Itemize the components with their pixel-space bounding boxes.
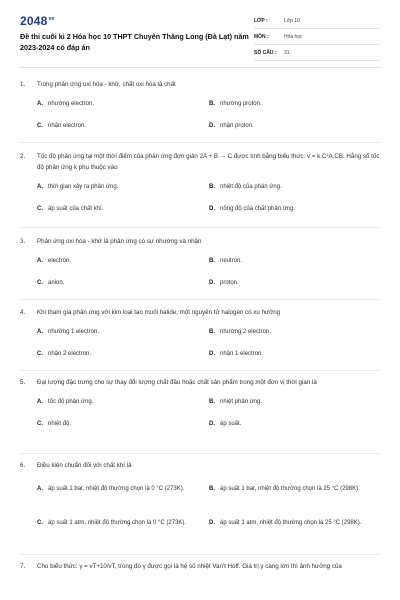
- question-4: [20, 307, 380, 363]
- option-text: nhiệt độ.: [48, 421, 72, 427]
- option-text: áp suất 1 bar, nhiệt độ thường chọn là 25 °C (298K).: [220, 486, 360, 492]
- question-text: Phản ứng oxi hóa - khử là phản ứng có sự nhường và nhận: [37, 238, 202, 245]
- question-3: [20, 236, 380, 292]
- option-d[interactable]: [209, 349, 379, 359]
- options: [37, 480, 380, 548]
- option-letter: B.: [209, 329, 215, 335]
- option-b[interactable]: [209, 484, 381, 494]
- divider: [20, 370, 380, 371]
- option-c[interactable]: [37, 349, 197, 359]
- option-letter: C.: [37, 280, 43, 286]
- option-text: áp suất của chất khí.: [48, 206, 104, 212]
- option-c[interactable]: [37, 419, 197, 429]
- option-text: nhường electron.: [48, 101, 94, 107]
- question-6: [20, 460, 380, 548]
- option-b[interactable]: [209, 327, 379, 337]
- question-number: 3.: [20, 238, 26, 245]
- question-text: Tốc độ phản ứng tại một thời điểm của phản ứng đơn giản 2A + B → C được tính bằng biểu thức: v = k.C²A.CB. Hằng số tốc độ phản ứng k phụ thuộc vào: [37, 153, 380, 171]
- question-text: Điều kiện chuẩn đối với chất khí là: [37, 462, 132, 469]
- option-letter: B.: [209, 101, 215, 107]
- option-a[interactable]: [37, 99, 197, 109]
- option-text: nhận 1 electron.: [220, 351, 264, 357]
- option-letter: A.: [37, 399, 43, 405]
- site-logo[interactable]: [20, 14, 55, 28]
- option-c[interactable]: [37, 204, 197, 214]
- meta-value: Lớp 10: [284, 17, 300, 24]
- question-text: Cho biểu thức: γ = vT+10/vT, trong đó γ được gọi là hệ số nhiệt Van't Hoff. Giá trị γ càng lớn thì ảnh hưởng của: [37, 563, 342, 570]
- option-text: nhận 2 electron.: [48, 351, 92, 357]
- option-text: nhiệt độ của phản ứng.: [220, 184, 282, 190]
- option-a[interactable]: [37, 484, 199, 494]
- option-text: proton.: [220, 280, 239, 286]
- meta-value: Hóa học: [284, 33, 303, 40]
- option-text: nhận proton.: [220, 123, 254, 129]
- option-d[interactable]: [209, 518, 381, 528]
- option-text: nhường 2 electron.: [220, 329, 271, 335]
- option-b[interactable]: [209, 182, 379, 192]
- option-d[interactable]: [209, 204, 379, 214]
- options: [37, 99, 380, 135]
- option-text: nồng độ của chất phản ứng.: [220, 206, 296, 212]
- meta-row-class: [254, 13, 380, 29]
- option-letter: D.: [209, 280, 215, 286]
- option-letter: D.: [209, 206, 215, 212]
- question-text: Trong phản ứng oxi hóa - khử, chất oxi hóa là chất: [37, 81, 176, 88]
- option-letter: A.: [37, 258, 43, 264]
- question-number: 6.: [20, 462, 26, 469]
- option-text: nhận electron.: [48, 123, 87, 129]
- option-c[interactable]: [37, 278, 197, 288]
- option-letter: A.: [37, 184, 43, 190]
- option-text: neutron.: [220, 258, 243, 264]
- logo-text: 2048: [20, 14, 48, 28]
- option-letter: C.: [37, 206, 43, 212]
- option-text: nhường proton.: [220, 101, 262, 107]
- option-letter: B.: [209, 258, 215, 264]
- options: [37, 256, 380, 292]
- options: [37, 397, 380, 433]
- page-title: Đề thi cuối kì 2 Hóa học 10 THPT Chuyên Thăng Long (Đà Lạt) năm 2023-2024 có đáp án: [20, 32, 249, 52]
- option-letter: B.: [209, 399, 215, 405]
- option-text: electron.: [48, 258, 72, 264]
- meta-row-count: [254, 45, 380, 61]
- question-number: 2.: [20, 153, 26, 160]
- option-b[interactable]: [209, 99, 379, 109]
- question-2: [20, 151, 380, 218]
- option-b[interactable]: [209, 397, 379, 407]
- question-number: 1.: [20, 81, 26, 88]
- question-7: [20, 561, 380, 572]
- question-number: 4.: [20, 309, 26, 316]
- divider: [20, 299, 380, 300]
- question-text: Khi tham gia phản ứng với kim loại tạo muối halide, một nguyên tử halogen có xu hướng: [37, 309, 281, 316]
- option-a[interactable]: [37, 256, 197, 266]
- option-letter: A.: [37, 101, 43, 107]
- option-letter: B.: [209, 486, 215, 492]
- option-text: áp suất 1 atm, nhiệt độ thường chọn là 0 °C (273K).: [48, 520, 187, 526]
- option-text: anion.: [48, 280, 65, 286]
- option-letter: B.: [209, 184, 215, 190]
- option-c[interactable]: [37, 121, 197, 131]
- header-divider: [20, 67, 380, 68]
- option-letter: D.: [209, 351, 215, 357]
- meta-row-subject: [254, 29, 380, 45]
- option-letter: D.: [209, 123, 215, 129]
- divider: [20, 227, 380, 228]
- option-b[interactable]: [209, 256, 379, 266]
- option-a[interactable]: [37, 397, 197, 407]
- option-d[interactable]: [209, 278, 379, 288]
- question-text: Đại lượng đặc trưng cho sự thay đổi lượng chất đầu hoặc chất sản phẩm trong một đơn vị thời gian là: [37, 379, 317, 386]
- option-text: áp suất.: [220, 421, 242, 427]
- option-a[interactable]: [37, 182, 197, 192]
- option-letter: D.: [209, 520, 215, 526]
- question-number: 5.: [20, 379, 26, 386]
- option-text: nhường 1 electron.: [48, 329, 99, 335]
- option-letter: C.: [37, 351, 43, 357]
- divider: [20, 142, 380, 143]
- option-letter: D.: [209, 421, 215, 427]
- logo-suffix: vn: [48, 16, 55, 22]
- option-d[interactable]: [209, 121, 379, 131]
- option-a[interactable]: [37, 327, 197, 337]
- option-text: tốc độ phản ứng.: [48, 399, 94, 405]
- option-letter: A.: [37, 329, 43, 335]
- option-letter: C.: [37, 123, 43, 129]
- meta-label: LỚP :: [254, 17, 268, 24]
- question-number: 7.: [20, 563, 26, 570]
- option-letter: C.: [37, 421, 43, 427]
- option-letter: A.: [37, 486, 43, 492]
- option-text: nhiệt phản ứng.: [220, 399, 263, 405]
- meta-label: SỐ CÂU :: [254, 49, 277, 56]
- options: [37, 182, 380, 218]
- meta-value: 31: [284, 49, 290, 56]
- option-c[interactable]: [37, 518, 199, 528]
- option-d[interactable]: [209, 419, 379, 429]
- option-text: áp suất 1 atm, nhiệt độ thường chọn là 25 °C (298K).: [220, 520, 362, 526]
- options: [37, 327, 380, 363]
- divider: [20, 554, 380, 555]
- option-text: áp suất 1 bar, nhiệt độ thường chọn là 0 °C (273K).: [48, 486, 185, 492]
- option-text: thời gian xảy ra phản ứng.: [48, 184, 119, 190]
- option-letter: C.: [37, 520, 43, 526]
- question-1: [20, 79, 380, 135]
- question-5: [20, 377, 380, 433]
- meta-box: [254, 13, 380, 61]
- meta-label: MÔN :: [254, 33, 269, 40]
- divider: [20, 453, 380, 454]
